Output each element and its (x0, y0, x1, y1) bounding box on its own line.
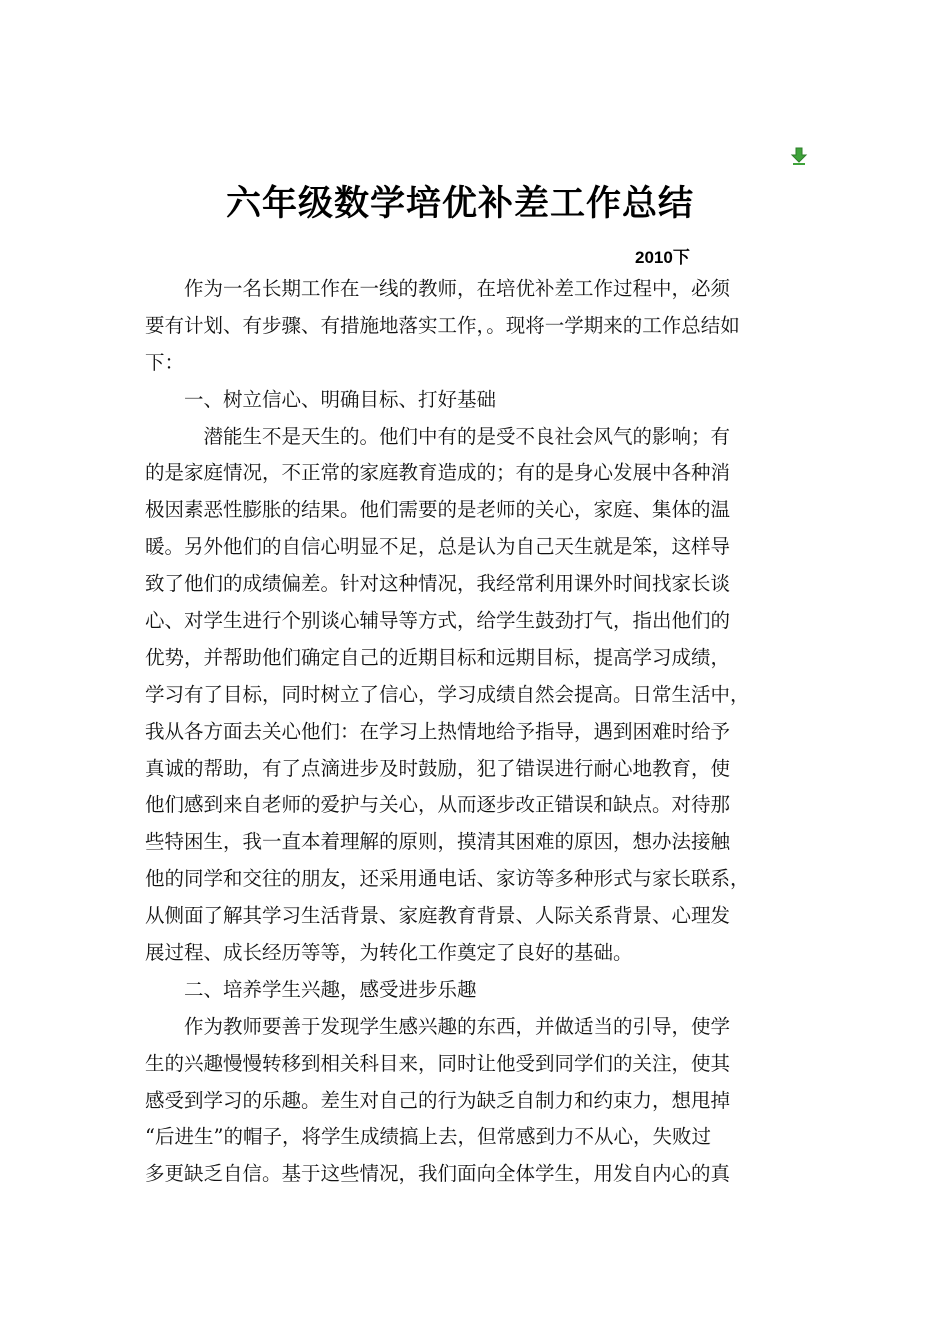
text-line: 下： (145, 350, 185, 374)
text-line: 暖。另外他们的自信心明显不足，总是认为自己天生就是笨，这样导 (145, 535, 731, 559)
text-line: 作为一名长期工作在一线的教师，在培优补差工作过程中，必须 (145, 277, 731, 300)
text-line: “后进生”的帽子，将学生成绩搞上去，但常感到力不从心，失败过 (145, 1125, 711, 1149)
text-line: 从侧面了解其学习生活背景、家庭教育背景、人际关系背景、心理发 (145, 904, 731, 928)
text-line: 他们感到来自老师的爱护与关心，从而逐步改正错误和缺点。对待那 (145, 793, 731, 817)
text-line: 的是家庭情况，不正常的家庭教育造成的；有的是身心发展中各种消 (145, 461, 731, 485)
text-line: 心、对学生进行个别谈心辅导等方式，给学生鼓劲打气，指出他们的 (145, 609, 731, 633)
text-line: 展过程、成长经历等等，为转化工作奠定了良好的基础。 (145, 941, 633, 965)
text-line: 我从各方面去关心他们：在学习上热情地给予指导，遇到困难时给予 (145, 719, 731, 743)
download-arrow-icon[interactable] (790, 147, 808, 167)
text-line: 生的兴趣慢慢转移到相关科目来，同时让他受到同学们的关注，使其 (145, 1051, 731, 1075)
text-line: 些特困生，我一直本着理解的原则，摸清其困难的原因，想办法接触 (145, 830, 731, 854)
text-line: 致了他们的成绩偏差。针对这种情况，我经常利用课外时间找家长谈 (145, 572, 731, 596)
text-line: 感受到学习的乐趣。差生对自己的行为缺乏自制力和约束力，想甩掉 (145, 1088, 731, 1112)
text-line: 潜能生不是天生的。他们中有的是受不良社会风气的影响；有 (145, 424, 731, 448)
text-line: 极因素恶性膨胀的结果。他们需要的是老师的关心，家庭、集体的温 (145, 498, 731, 522)
text-line: 多更缺乏自信。基于这些情况，我们面向全体学生，用发自内心的真 (145, 1162, 731, 1186)
document-title: 六年级数学培优补差工作总结 (225, 183, 694, 224)
document-body (145, 271, 813, 1193)
text-line: 优势，并帮助他们确定自己的近期目标和远期目标，提高学习成绩， (145, 645, 731, 669)
document-date: 2010下 (635, 248, 690, 267)
text-line: 真诚的帮助，有了点滴进步及时鼓励，犯了错误进行耐心地教育，使 (145, 756, 731, 780)
text-line: 学习有了目标，同时树立了信心，学习成绩自然会提高。日常生活中， (145, 682, 750, 706)
text-line: 一、树立信心、明确目标、打好基础 (145, 387, 497, 411)
text-line: 他的同学和交往的朋友，还采用通电话、家访等多种形式与家长联系， (145, 867, 750, 891)
text-line: 作为教师要善于发现学生感兴趣的东西，并做适当的引导，使学 (145, 1014, 731, 1038)
text-line: 要有计划、有步骤、有措施地落实工作，。现将一学期来的工作总结如 (145, 313, 740, 337)
text-line: 二、培养学生兴趣，感受进步乐趣 (145, 977, 477, 1001)
